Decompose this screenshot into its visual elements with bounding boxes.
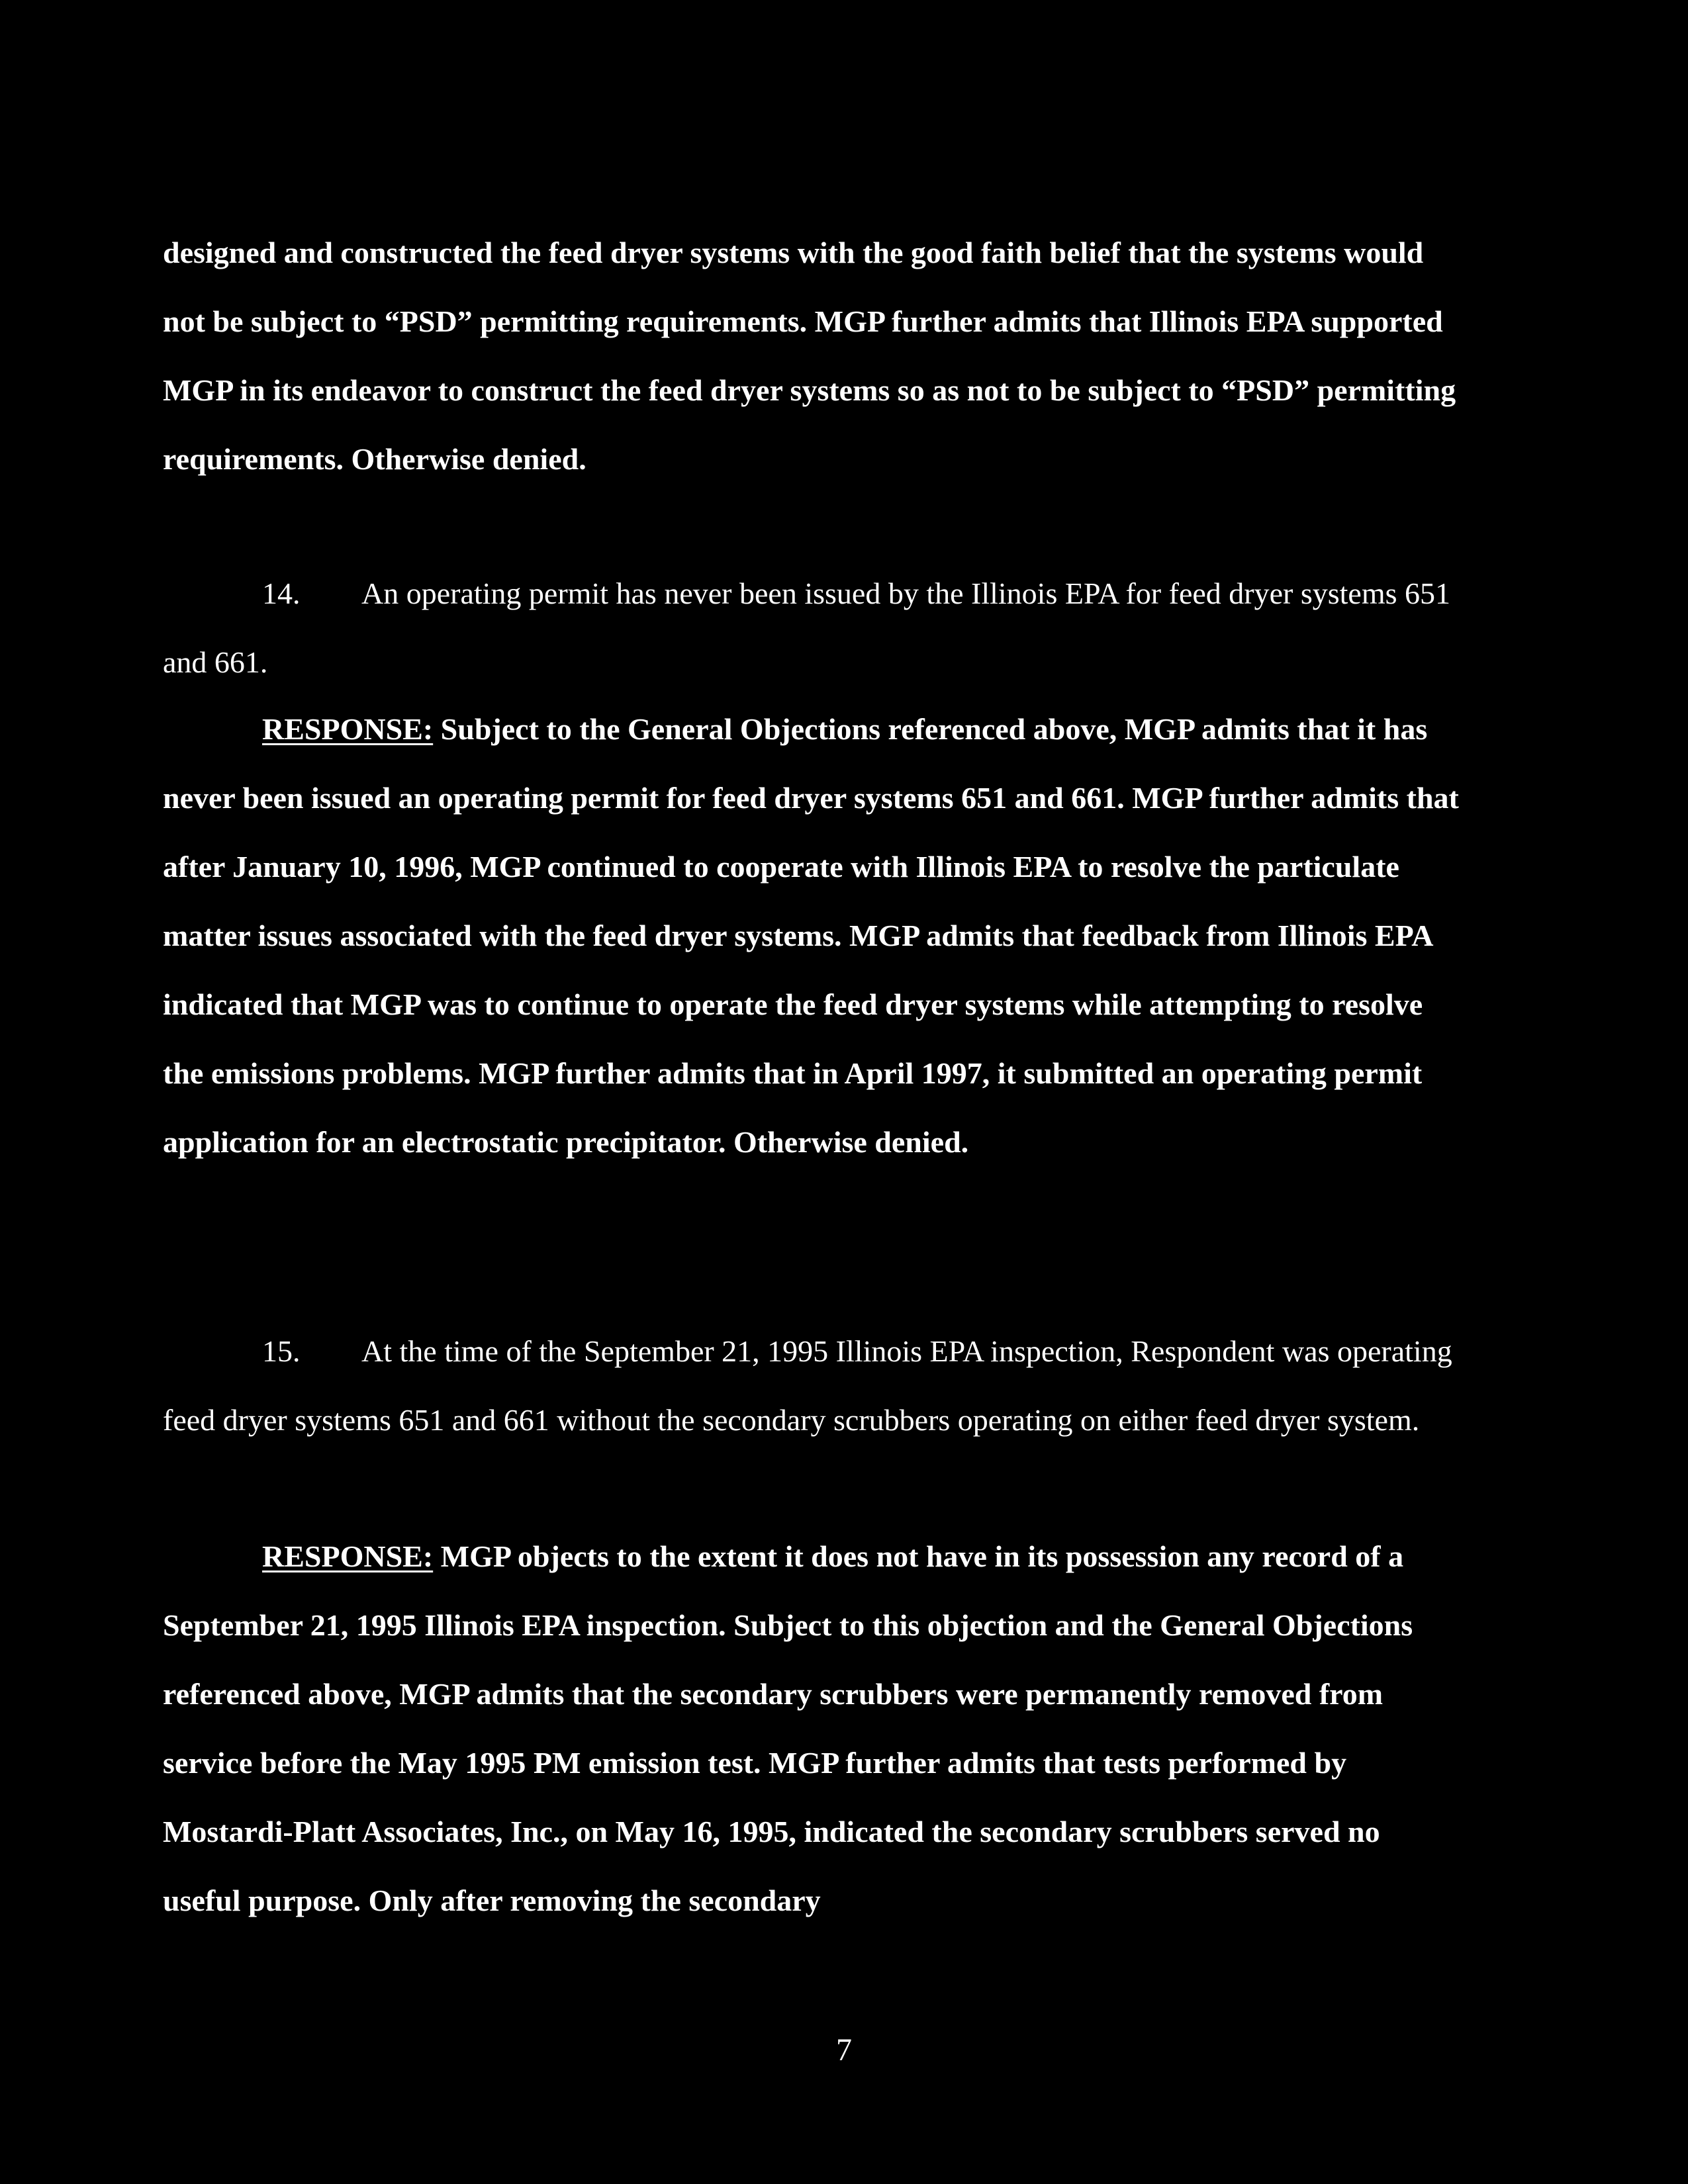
item-15-response-label: RESPONSE:: [262, 1539, 434, 1573]
page-number: 7: [836, 2032, 852, 2068]
item-14-text: An operating permit has never been issued by the Illinois EPA for feed dryer systems 651 and 661.: [163, 576, 1451, 679]
item-14-statement: [163, 559, 1460, 697]
item-14-number: 14.: [262, 576, 301, 610]
item-14-response-label: RESPONSE:: [262, 712, 434, 746]
item-14-response: [163, 695, 1460, 1177]
item-14-response-text: Subject to the General Objections referenced above, MGP admits that it has never been issued an operating permit for feed dryer systems 651 and 661. MGP further admits that after January 10, 1996, MGP continued to cooperate with Illinois EPA to resolve the particulate matter issues associated with the feed dryer systems. MGP admits that feedback from Illinois EPA indicated that MGP was to continue to operate the feed dryer systems while attempting to resolve the emissions problems. MGP further admits that in April 1997, it submitted an operating permit application for an electrostatic precipitator. Otherwise denied.: [163, 712, 1459, 1159]
item-15-text: At the time of the September 21, 1995 Illinois EPA inspection, Respondent was operating feed dryer systems 651 and 661 without the secondary scrubbers operating on either feed dryer system.: [163, 1334, 1452, 1437]
item-15-number: 15.: [262, 1334, 301, 1368]
continuation-paragraph: [163, 218, 1460, 494]
continuation-text: designed and constructed the feed dryer systems with the good faith belief that the systems would not be subject to “PSD” permitting requirements. MGP further admits that Illinois EPA supported MGP in its endeavor to construct the feed dryer systems so as not to be subject to “PSD” permitting requirements. Otherwise denied.: [163, 236, 1456, 476]
item-15-response: [163, 1522, 1460, 1935]
item-15-statement: [163, 1317, 1460, 1455]
item-15-response-text: MGP objects to the extent it does not have in its possession any record of a September 21, 1995 Illinois EPA inspection. Subject to this objection and the General Objections referenced above, MGP admits that the secondary scrubbers were permanently removed from service before the May 1995 PM emission test. MGP further admits that tests performed by Mostardi-Platt Associates, Inc., on May 16, 1995, indicated the secondary scrubbers served no useful purpose. Only after removing the secondary: [163, 1539, 1413, 1917]
